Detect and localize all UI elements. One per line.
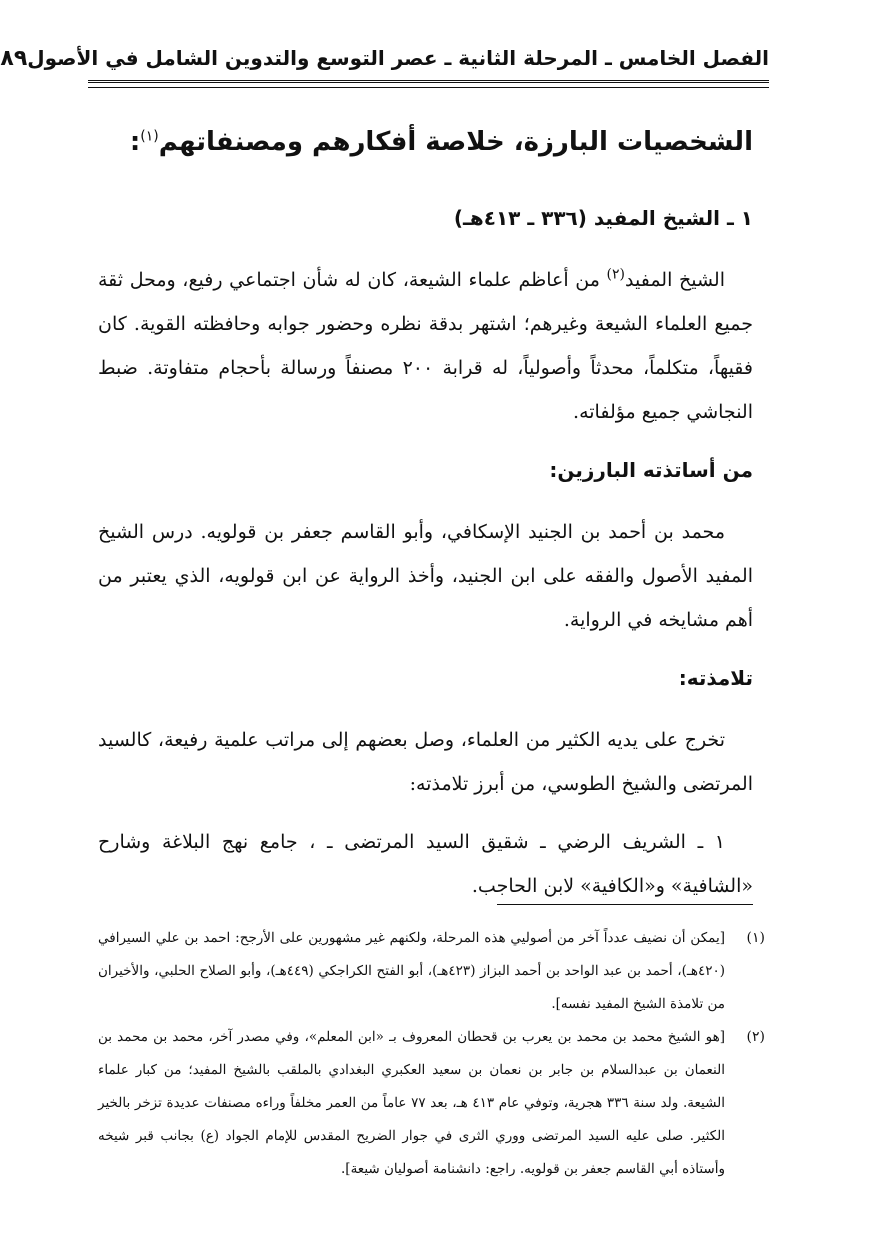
footnote-text: [يمكن أن نضيف عدداً آخر من أصوليي هذه المرحلة، ولكنهم غير مشهورين على الأرجح: احمد بن علي السيرافي (٤٢٠هـ)، أحمد بن عبد الواحد بن أحمد البزاز (٤٢٣هـ)، أبو الفتح الكراجكي (٤٤٩هـ)، وأبو الصلاح الحلبي، والأخيران من تلامذة الشيخ المفيد نفسه]. — [98, 930, 725, 1012]
footnote-number: (١) — [746, 930, 765, 946]
footnote-rule — [497, 904, 753, 905]
students-item-1: ١ ـ الشريف الرضي ـ شقيق السيد المرتضى ـ ، جامع نهج البلاغة وشارح «الشافية» و«الكافية» لابن الحاجب. — [98, 831, 753, 897]
students-heading: تلامذته: — [678, 666, 753, 690]
section-title — [98, 110, 753, 174]
running-header-title: الفصل الخامس ـ المرحلة الثانية ـ عصر التوسع والتدوين الشامل في الأصول — [27, 46, 769, 70]
header-rule — [88, 80, 769, 88]
page-number: ٨٩ — [0, 45, 28, 71]
running-header — [0, 38, 769, 78]
footnotes — [98, 922, 765, 1186]
teachers-paragraph: محمد بن أحمد بن الجنيد الإسكافي، وأبو القاسم جعفر بن قولويه. درس الشيخ المفيد الأصول والفقه على ابن الجنيد، وأخذ الرواية عن ابن قولويه، الذي يعتبر من أهم مشايخه في الرواية. — [98, 521, 753, 631]
footnote-text: [هو الشيخ محمد بن محمد بن يعرب بن قحطان المعروف بـ «ابن المعلم»، وفي مصدر آخر، محمد بن محمد بن النعمان بن عبدالسلام بن جابر بن نعمان بن سعيد العكبري البغدادي بالملقب بالشيخ المفيد؛ من كبار علماء الشيعة. ولد سنة ٣٣٦ هجرية، وتوفي عام ٤١٣ هـ، بعد ٧٧ عاماً من العمر مخلفاً وراءه مصنفات عديدة تزخر بالخير الكثير. صلى عليه السيد المرتضى ووري الثرى في جوار الضريح المقدس للإمام الجواد (ع) بجانب قبر شيخه وأستاذه أبي القاسم جعفر بن قولويه. راجع: دانشنامة أصوليان شيعة]. — [98, 1029, 725, 1177]
students-paragraph: تخرج على يديه الكثير من العلماء، وصل بعضهم إلى مراتب علمية رفيعة، كالسيد المرتضى والشيخ الطوسي، من أبرز تلامذته: — [98, 729, 753, 795]
teachers-heading: من أساتذته البارزين: — [549, 458, 753, 482]
subsection-title: ١ ـ الشيخ المفيد (٣٣٦ ـ ٤١٣هـ) — [453, 206, 753, 230]
footnote-1 — [98, 922, 765, 1021]
section-title-colon: : — [129, 127, 141, 157]
footnote-2 — [98, 1021, 765, 1186]
main-content — [98, 110, 753, 922]
intro-body: من أعاظم علماء الشيعة، كان له شأن اجتماعي رفيع، ومحل ثقة جميع العلماء الشيعة وغيرهم؛ اشتهر بدقة نظره وحضور جوابه وحافظته القوية. كان فقيهاً، متكلماً، محدثاً وأصولياً، له قرابة ٢٠٠ مصنفاً ورسالة بأحجام متفاوتة. ضبط النجاشي جميع مؤلفاته. — [98, 269, 753, 423]
section-title-text: الشخصيات البارزة، خلاصة أفكارهم ومصنفاتهم — [158, 127, 753, 157]
footnote-number: (٢) — [746, 1029, 765, 1045]
intro-paragraph — [98, 258, 753, 434]
section-title-footnote-ref: (١) — [140, 128, 159, 145]
intro-lead: الشيخ المفيد — [625, 269, 725, 291]
intro-footnote-ref: (٢) — [606, 266, 625, 283]
